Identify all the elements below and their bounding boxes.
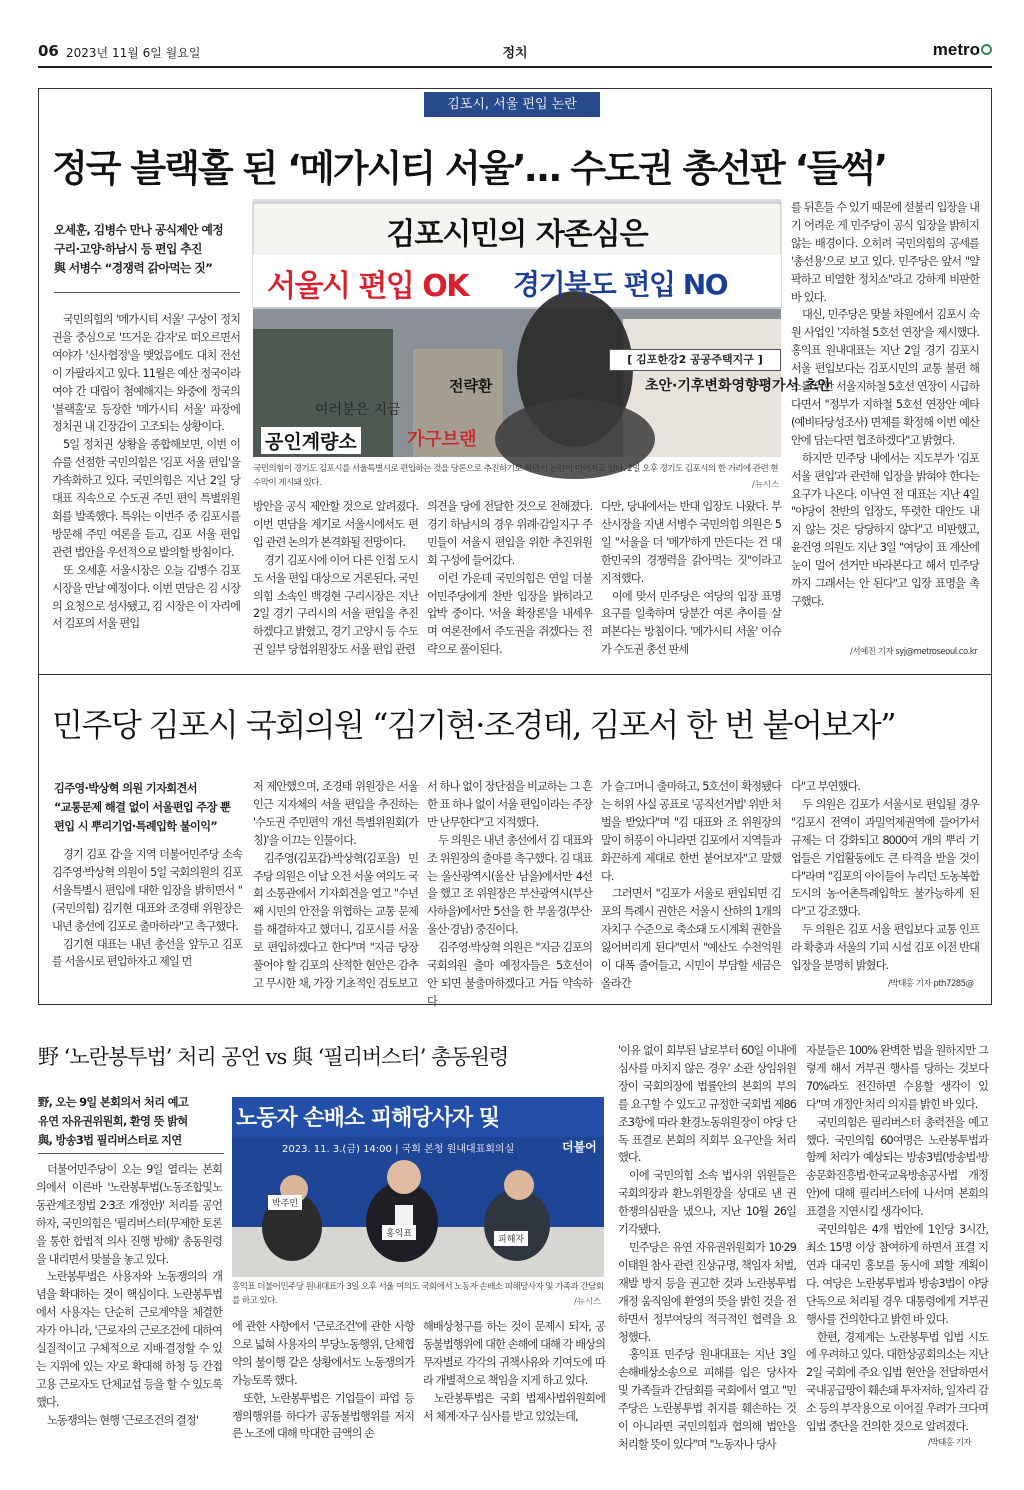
article1-photo-credit: /뉴시스	[752, 479, 780, 489]
backdrop-subtitle: 2023. 11. 3.(금) 14:00 | 국회 본청 원내대표회의실	[282, 1144, 515, 1155]
subhead-divider	[54, 292, 240, 293]
paragraph: 이에 맞서 민주당은 여당의 입장 표명 요구를 일축하며 당분간 여론 추이를 살펴본다는 방침이다. '메가시티 서울' 이슈가 수도권 총선 판세	[601, 589, 781, 657]
backdrop-title: 노동자 손배소 피해당사자 및	[236, 1106, 500, 1131]
paragraph: 김기현 대표는 내년 총선을 앞두고 김포를 서울시로 편입하자고 제일 먼	[52, 937, 242, 969]
page-number: 06	[38, 42, 59, 60]
paragraph: 그러면서 "김포가 서울로 편입되면 김포의 특례시 권한은 서울시 산하의 1개의 자치구 수준으로 축소돼 도시계획 권한을 잃어버리게 된다"면서 "예산도 수천억원이 대폭 줄어들고, 시민이 부담할 세금은 올라간	[601, 887, 781, 990]
article3-caption: 홍익표 더불어민주당 원내대표가 3일 오후 서울 여의도 국회에서 노동자 손배소 피해당사자 및 가족과 간담회를 하고 있다.	[232, 1282, 604, 1306]
issue-date: 2023년 11월 6일 월요일	[66, 46, 201, 60]
nameplate: 피해자	[494, 1231, 528, 1246]
article3-column-4	[618, 1042, 796, 1453]
article3-column-2	[232, 1318, 414, 1453]
paragraph: 국민의힘의 '메가시티 서울' 구상이 정치권을 중심으로 '뜨거운 감자'로 떠오르면서 여야가 '신사협정'을 맺었음에도 대치 전선이 가팔라지고 있다. 11월은 예산 정국이라 여야 간 대립이 첨예해지는 와중에 정국의 '블랙홀'로 등장한 '메가시티 서울' 파장에 정치권 내 긴장감이 고조되는 상황이다.	[52, 313, 240, 434]
nameplate: 박주민	[268, 1195, 302, 1210]
paragraph: 국민의힘은 4개 법안에 1인당 3시간, 최소 15명 이상 참여하게 하면서 표결 지연과 대국민 홍보를 동시에 꾀할 계획이다. 여당은 노란봉투법과 방송3법이 야당 단독으로 처리될 경우 대통령에게 거부권 행사를 건의한다고 밝힌 바 있다.	[806, 1223, 988, 1326]
article1-subheads	[54, 221, 244, 278]
article2-headline: 민주당 김포시 국회의원 “김기현·조경태, 김포서 한 번 붙어보자”	[52, 706, 896, 744]
metro-logo: metro	[933, 40, 992, 60]
article2-subheads	[54, 779, 254, 836]
backdrop-party: 더불어	[562, 1140, 597, 1154]
paragraph: 저 제안했으며, 조경태 위원장은 서울 인근 지자체의 서울 편입을 추진하는 '수도권 주민편익 개선 특별위원회(가칭)'을 이끄는 인물이다.	[253, 780, 418, 847]
paragraph: 두 의원은 내년 총선에서 김 대표와 조 위원장의 출마를 촉구했다. 김 대표는 울산광역시(울산 남을)에서만 4선을 했고 조 위원장은 부산광역시(부산 사하을)에서만 5선을 한 부울경(부산·울산·경남) 중진이다.	[427, 833, 592, 937]
sign-furniture: 가구브랜	[407, 429, 477, 450]
article1-caption: 국민의힘이 경기도 김포시를 서울특별시로 편입하는 것을 당론으로 추진하기로 하면서 논란이 이어지고 있다. 2일 오후 경기도 김포시의 한 거리에 관련 현수막이 게시돼 있다.	[253, 464, 779, 488]
article1-subhead: 구리·고양·하남시 등 편입 추진	[54, 242, 202, 256]
paragraph: 노동쟁의는 현행 '근로조건의 결정'	[47, 1413, 199, 1427]
paragraph: 경기 김포 갑·을 지역 더불어민주당 소속 김주영·박상혁 의원이 5일 국회의원의 김포 서울특별시 편입에 대한 입장을 밝히면서 "(국민의힘) 김기현 대표와 조경태 위원장은 내년 총선에 김포로 출마하라"고 촉구했다.	[52, 848, 242, 933]
paragraph: 두 의원은 김포가 서울시로 편입될 경우 "김포시 전역이 과밀억제권역에 들어가서 규제는 더 강화되고 8000여 개의 뿌리 기업들은 기업활동에도 큰 타격을 받을 것이다"라며 "김포의 아이들이 누리던 도농복합도시의 농·어촌특례입학도 불가능하게 된다"고 강조했다.	[791, 797, 979, 919]
paragraph: 대신, 민주당은 맞불 차원에서 김포시 숙원 사업인 '지하철 5호선 연장'을 제시했다. 홍익표 원내대표는 지난 2일 경기 김포시 서울 편입보다는 김포시민의 교통 불편 해소를 위한 서울지하철 5호선 연장이 시급하다면서 "정부가 지하철 5호선 연장안 예타(예비타당성조사) 면제를 확정해 이번 예산안에 담는다면 협조하겠다"고 밝혔다.	[791, 308, 979, 447]
paragraph: 다"고 부연했다.	[791, 780, 861, 793]
paragraph: 또 오세훈 서울시장은 오늘 김병수 김포시장을 만날 예정이다. 이번 면담은 김 시장의 요청으로 성사됐고, 김 시장은 이 자리에서 김포의 서울 편입	[52, 563, 240, 631]
article3-photo-credit: /뉴시스	[574, 1296, 602, 1306]
section-title: 정치	[502, 46, 528, 61]
article1-column-1	[52, 311, 240, 663]
paragraph: 이런 가운데 국민의힘은 연일 더불어민주당에게 찬반 입장을 밝히라고 압박 중이다. '서울 확장론'을 내세우며 여론전에서 주도권을 쥐겠다는 전략으로 풀이된다.	[427, 571, 592, 657]
sign-assessment: 초안·기후변화영향평가서 초안	[645, 378, 832, 394]
article1-byline: /서예진 기자 syj@metroseoul.co.kr	[850, 647, 978, 657]
header-divider	[38, 66, 992, 68]
article1-headline: 정국 블랙홀 된 ‘메가시티 서울’… 수도권 총선판 ‘들썩’	[52, 147, 887, 190]
paragraph: 의견을 당에 전달한 것으로 전해졌다. 경기 하남시의 경우 위례·감일지구 주민들이 서울시 편입을 위한 추진위원회 구성에 들어갔다.	[427, 500, 592, 567]
article3-subhead: 野, 오는 9일 본회의서 처리 예고	[38, 1096, 189, 1109]
sign-everyone: 여러분은 지금	[315, 402, 401, 418]
article2-column-1	[52, 846, 242, 986]
article1-subhead: 오세훈, 김병수 만나 공식제안 예정	[54, 223, 224, 237]
article1-column-3	[427, 498, 592, 663]
paragraph: 서 하나 없이 장단점을 비교하는 그 흔한 표 하나 없이 서울 편입이라는 주장만 난무한다"고 지적했다.	[427, 780, 592, 829]
banner-ok: 서울시 편입 OK	[267, 269, 469, 304]
subhead-divider	[38, 1153, 224, 1154]
article2-column-3	[427, 778, 592, 1008]
sign-housing: [ 김포한강2 공공주택지구 ]	[609, 349, 781, 371]
article2-byline: /박태홍 기자 pth7285@	[888, 979, 974, 989]
paragraph: 이에 국민의힘 소속 법사위 위원들은 국회의장과 환노위원장을 상대로 낸 권한쟁의심판을 냈으나, 지난 10월 26일 기각됐다.	[618, 1169, 796, 1237]
paragraph: 자분들은 100% 완벽한 법을 원하지만 그렇게 해서 거부권 행사를 당하는 것보다 70%라도 전진하면 수용할 생각이 있다"며 개정안 처리 의지를 밝힌 바 있다.	[806, 1044, 988, 1111]
nameplate: 홍익표	[382, 1225, 416, 1240]
article1-subhead: 與 서병수 “경쟁력 갉아먹는 짓”	[54, 261, 213, 275]
article1-kicker: 김포시, 서울 편입 논란	[424, 92, 600, 117]
paragraph: 다만, 당내에서는 반대 입장도 나왔다. 부산시장을 지낸 서병수 국민의힘 의원은 5일 "서울을 더 '메가'하게 만든다는 건 대한민국의 경쟁력을 갉아먹는 짓"이라고 지적했다.	[601, 500, 781, 585]
sign-weighing: 공인계량소	[261, 427, 361, 454]
article3-subheads	[38, 1093, 228, 1150]
article2-subhead: “교통문제 해결 없이 서울편입 주장 뿐	[54, 801, 231, 814]
paragraph: 방안을 공식 제안할 것으로 알려졌다. 이번 면담을 계기로 서울시에서도 편입 관련 논의가 본격화될 전망이다.	[253, 500, 418, 549]
paragraph: 노란봉투법은 사용자와 노동쟁의의 개념을 확대하는 것이 핵심이다. 노란봉투법에서 사용자는 단순히 근로계약을 체결한 자가 아니라, '근로자의 근로조건에 대하여 실질적이고 구체적으로 지배·결정할 수 있는 지위에 있는 자'로 확대해 하청 등 간접고용 근로자도 단체교섭 등을 할 수 있도록 했다.	[36, 1270, 222, 1409]
article3-photo	[232, 1097, 604, 1277]
paragraph: 더불어민주당이 오는 9일 열리는 본회의에서 이른바 '노란봉투법(노동조합및노동관계조정법 2·3조 개정안)' 처리를 공언하자, 국민의힘은 '필리버스터(무제한 토론을 통한 합법적 의사 진행 방해)' 총동원령을 내리면서 맞불을 놓고 있다.	[36, 1163, 222, 1266]
article2-subhead: 편입 시 뿌리기업·특례입학 불이익”	[54, 820, 218, 833]
article1-column-2	[253, 498, 418, 663]
paragraph: 한편, 경제계는 노란봉투법 입법 시도에 우려하고 있다. 대한상공회의소는 지난 2일 국회에 주요 입법 현안을 전달하면서 국내공급망이 훼손돼 투자저하, 일자리 감소 등의 부작용으로 이어질 우려가 크다며 입법 중단을 건의한 것으로 알려졌다.	[806, 1330, 988, 1434]
paragraph: 민주당은 유연 자유권위원회가 10·29 이태원 참사 관련 진상규명, 책임자 처벌, 재발 방지 등을 권고한 것과 노란봉투법 개정 움직임에 환영의 뜻을 밝힌 것을 전하면서 정부여당의 적극적인 협력을 요청했다.	[618, 1240, 796, 1344]
paragraph: 김주영·박상혁 의원은 "지금 김포의 국회의원 출마 예정자들은 5호선이 안 되면 불출마하겠다고 거듭 약속하다	[427, 941, 592, 1008]
article2-column-4	[601, 778, 781, 990]
paragraph: 또한, 노란봉투법은 기업들이 파업 등 쟁의행위를 하다가 공동불법행위를 저지른 노조에 대해 막대한 금액의 손	[232, 1391, 414, 1441]
paragraph: 하지만 민주당 내에서는 지도부가 '김포 서울 편입'과 관련해 입장을 밝혀야 한다는 요구가 나온다. 이낙연 전 대표는 지난 4일 "야당이 찬반의 입장도, 뚜렷한 대안도 내지 않는 것은 당당하지 않다"고 비판했고, 윤건영 의원도 지난 3일 "여당이 표 계산에 눈이 멀어 선거만 바라본다고 해서 민주당까지 그래서는 안 된다"고 입장 표명을 촉구했다.	[791, 451, 979, 608]
paragraph: '이유 없이 회부된 날로부터 60일 이내에 심사를 마치지 않은 경우' 소관 상임위원장이 국회의장에 법률안의 본회의 부의를 요구할 수 있도고 규정한 국회법 제86조3항에 따라 환경노동위원장이 야당 단독 표결로 본회의 직회부 요구안을 처리했다.	[618, 1044, 796, 1165]
article2-column-5	[791, 778, 979, 974]
paragraph: 가 슬그머니 출마하고, 5호선이 확정됐다는 허위 사실 공표로 '공직선거법' 위반 처벌을 받았다"며 "김 대표와 조 위원장의 말이 허풍이 아니라면 김포에서 지역들과 화끈하게 제대로 한번 붙어보자"고 말했다.	[601, 780, 781, 883]
page-header	[38, 42, 992, 64]
paragraph: 노란봉투법은 국회 법제사법위원회에서 체계·자구 심사를 받고 있었는데,	[423, 1391, 605, 1423]
paragraph: 경기 김포시에 이어 다른 인접 도시도 서울 편입 대상으로 거론된다. 국민의힘 소속인 백경현 구리시장은 지난 2일 경기 구리시의 서울 편입을 추진하겠다고 밝혔고, 경기 고양시 등 수도권 일부 당협위원장도 서울 편입 관련	[253, 553, 418, 657]
article3-headline: 野 ‘노란봉투법’ 처리 공언 vs 與 ‘필리버스터’ 총동원령	[38, 1045, 509, 1069]
article3-byline: /박태홍 기자	[928, 1438, 972, 1448]
paragraph: 에 관한 사항에서 '근로조건'에 관한 사항으로 넓혀 사용자의 부당노동행위, 단체협약의 불이행 같은 상황에서도 노동쟁의가 가능토록 했다.	[232, 1320, 414, 1387]
article1-column-4	[601, 498, 781, 663]
banner-line1: 김포시민의 자존심은	[386, 217, 648, 252]
paragraph: 두 의원은 김포 서울 편입보다 교통 인프라 확충과 서울의 기피 시설 김포 이전 반대 입장을 분명히 밝혔다.	[791, 923, 979, 973]
article3-column-5	[806, 1042, 988, 1435]
article3-column-3	[423, 1318, 605, 1453]
article1-photo	[253, 199, 832, 457]
article2-column-2	[253, 778, 418, 990]
article3-subhead: 유연 자유권위원회, 환영 뜻 밝혀	[38, 1115, 188, 1128]
article3-subhead: 與, 방송3법 필리버스터로 지연	[38, 1134, 182, 1147]
paragraph: 를 뒤흔들 수 있기 때문에 섣불리 입장을 내기 어려운 게 민주당이 공식 입장을 밝히지 않는 배경이다. 오히려 국민의힘의 공세를 '총선용'으로 보고 있다. 민주당은 앞서 "얄팍하고 비열한 정치쇼"라고 강하게 비판한 바 있다.	[791, 201, 979, 304]
article3-column-1	[36, 1161, 222, 1453]
paragraph: 홍익표 민주당 원내대표는 지난 3일 손해배상소송으로 피해를 입은 당사자 및 가족들과 간담회를 국회에서 열고 "민주당은 노란봉투법 취지를 훼손하는 것이 아니라면 국민의힘과 협의해 법안을 처리할 뜻이 있다"며 "노동자나 당사	[618, 1348, 796, 1451]
paragraph: 국민의힘은 필리버스터 총력전을 예고했다. 국민의힘 60여명은 노란봉투법과 함께 처리가 예상되는 방송3법(방송법·방송문화진흥법·한국교육방송공사법 개정안)에 대해 필리버스터에 나서며 본회의 표결을 지연시킬 생각이다.	[806, 1115, 988, 1219]
article2-subhead: 김주영·박상혁 의원 기자회견서	[54, 782, 197, 795]
paragraph: 해배상청구를 하는 것이 문제시 되자, 공동불법행위에 대한 손해에 대해 각 배상의무자별로 각각의 귀책사유와 기여도에 따라 개별적으로 책임을 지게 하고 있다.	[423, 1320, 605, 1387]
sign-strategy: 전략환	[449, 377, 493, 395]
article1-column-5	[791, 199, 979, 646]
paragraph: 5일 정치권 상황을 종합해보면, 이번 이슈를 선점한 국민의힘은 '김포 서울 편입'을 가속화하고 있다. 국민의힘은 지난 2일 당대표 직속으로 수도권 주민 편익 특별위원회를 발족했다. 특위는 이번주 중 김포시를 방문해 주민 여론을 듣고, 김포 서울 편입 관련 법안을 우선적으로 발의할 방침이다.	[52, 438, 240, 559]
paragraph: 김주영(김포갑)·박상혁(김포을) 민주당 의원은 이날 오전 서울 여의도 국회 소통관에서 기자회견을 열고 "수년째 시민의 안전을 위협하는 교통 문제를 해결하자고 했더니, 김포시를 서울로 편입하겠다고 한다"며 "지금 당장 풀어야 할 김포의 산적한 현안은 감추고 무시한 채, 가장 기초적인 검토보고	[253, 851, 418, 990]
banner-no: 경기북도 편입 NO	[513, 268, 728, 301]
